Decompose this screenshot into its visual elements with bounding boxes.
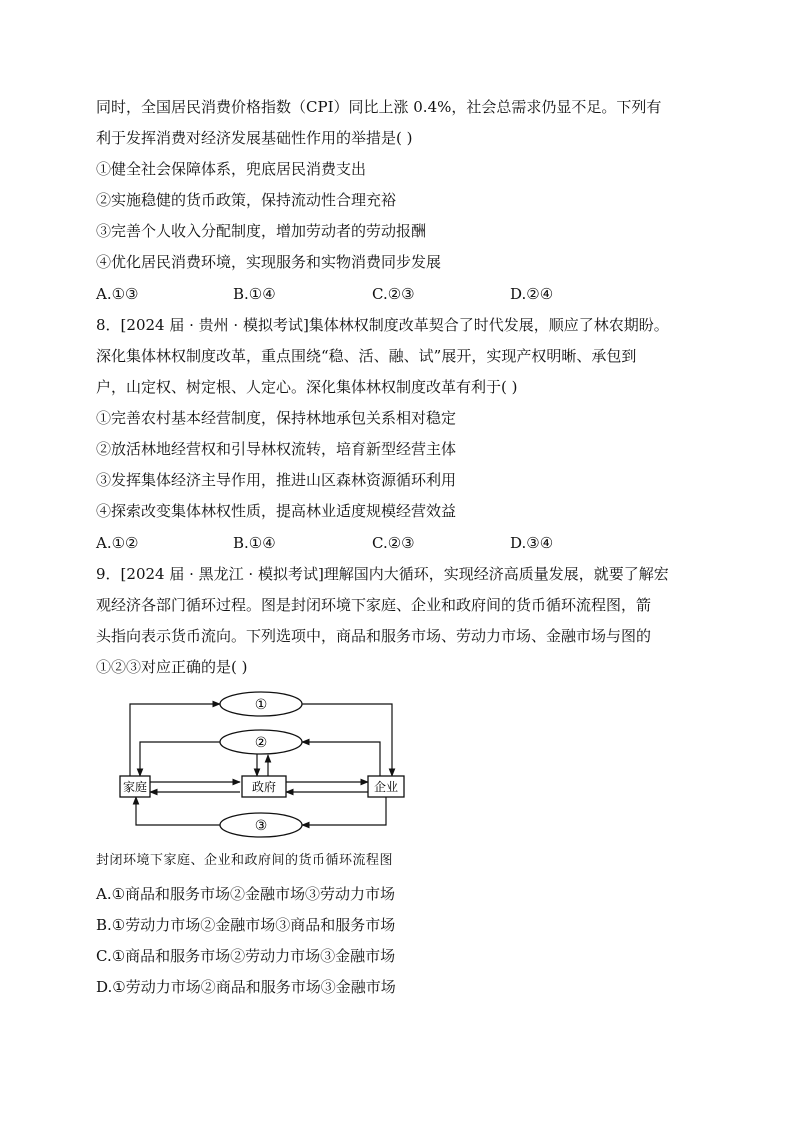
q9-stem-line-2: 观经济各部门循环过程。图是封闭环境下家庭、企业和政府间的货币循环流程图，箭 <box>96 596 652 614</box>
flow-enterprise-to-market3 <box>302 797 386 825</box>
q9-option-c[interactable]: C.①商品和服务市场②劳动力市场③金融市场 <box>96 947 396 965</box>
q7-stem-line-1: 同时，全国居民消费价格指数（CPI）同比上涨 0.4%，社会总需求仍显不足。下列有 <box>96 98 662 116</box>
enterprise-label: 企业 <box>373 780 399 794</box>
q8-option-d[interactable]: D.③④ <box>510 534 554 552</box>
q7-item-3: ③完善个人收入分配制度，增加劳动者的劳动报酬 <box>96 222 427 240</box>
market-1-label: ① <box>254 697 268 713</box>
government-label: 政府 <box>251 780 277 794</box>
q8-stem-line-2: 深化集体林权制度改革，重点围绕“稳、活、融、试”展开，实现产权明晰、承包到 <box>96 347 637 365</box>
q8-item-3: ③发挥集体经济主导作用，推进山区森林资源循环利用 <box>96 471 457 489</box>
market-3-label: ③ <box>254 818 268 834</box>
q7-option-a[interactable]: A.①③ <box>96 285 139 303</box>
q7-option-d[interactable]: D.②④ <box>510 285 554 303</box>
q7-stem-line-2: 利于发挥消费对经济发展基础性作用的举措是( ) <box>96 129 413 147</box>
flow-enterprise-to-market2 <box>302 742 380 776</box>
q9-option-b[interactable]: B.①劳动力市场②金融市场③商品和服务市场 <box>96 916 396 934</box>
q9-stem-line-1: 9．[2024 届 · 黑龙江 · 模拟考试]理解国内大循环，实现经济高质量发展，就要了解宏 <box>96 565 669 583</box>
q8-option-c[interactable]: C.②③ <box>372 534 415 552</box>
q7-item-1: ①健全社会保障体系，兜底居民消费支出 <box>96 160 367 178</box>
q8-stem-line-3: 户，山定权、树定根、人定心。深化集体林权制度改革有利于( ) <box>96 378 518 396</box>
q9-option-d[interactable]: D.①劳动力市场②商品和服务市场③金融市场 <box>96 978 396 996</box>
q8-item-1: ①完善农村基本经营制度，保持林地承包关系相对稳定 <box>96 409 457 427</box>
money-flow-diagram <box>110 686 420 848</box>
q7-item-2: ②实施稳健的货币政策，保持流动性合理充裕 <box>96 191 397 209</box>
household-label: 家庭 <box>122 780 148 794</box>
q9-stem-line-3: 头指向表示货币流向。下列选项中，商品和服务市场、劳动力市场、金融市场与图的 <box>96 627 652 645</box>
flow-market1-to-enterprise <box>302 704 392 776</box>
diagram-caption: 封闭环境下家庭、企业和政府间的货币循环流程图 <box>96 853 394 868</box>
q7-option-b[interactable]: B.①④ <box>233 285 276 303</box>
q8-option-a[interactable]: A.①② <box>96 534 139 552</box>
q8-option-b[interactable]: B.①④ <box>233 534 276 552</box>
flow-household-to-market1 <box>130 704 220 776</box>
flow-market2-to-household <box>140 742 220 776</box>
q7-option-c[interactable]: C.②③ <box>372 285 415 303</box>
q9-option-a[interactable]: A.①商品和服务市场②金融市场③劳动力市场 <box>96 885 396 903</box>
flow-market3-to-household <box>136 797 220 825</box>
q9-stem-line-4: ①②③对应正确的是( ) <box>96 658 248 676</box>
q8-item-2: ②放活林地经营权和引导林权流转，培育新型经营主体 <box>96 440 457 458</box>
q7-item-4: ④优化居民消费环境，实现服务和实物消费同步发展 <box>96 253 442 271</box>
market-2-label: ② <box>254 735 268 751</box>
q8-item-4: ④探索改变集体林权性质，提高林业适度规模经营效益 <box>96 502 457 520</box>
q8-stem-line-1: 8．[2024 届 · 贵州 · 模拟考试]集体林权制度改革契合了时代发展，顺应了林农期盼。 <box>96 316 669 334</box>
